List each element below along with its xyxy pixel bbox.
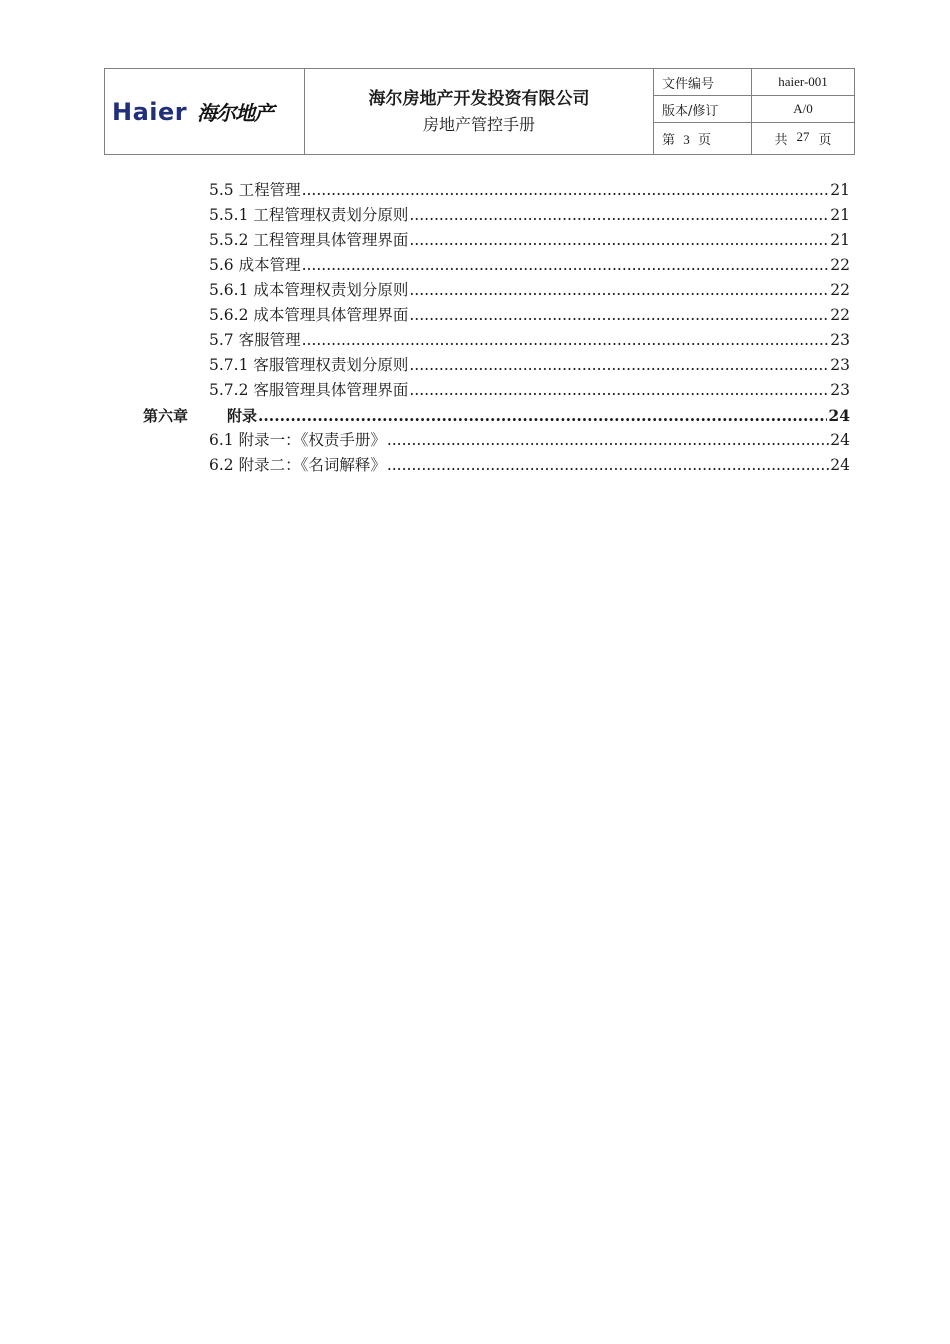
toc-entry[interactable] — [209, 453, 850, 478]
version-label: 版本/修订 — [654, 96, 752, 123]
toc-leader-dots — [387, 453, 829, 478]
toc-entry-page: 23 — [830, 331, 850, 349]
toc-entry-label: 5.6 成本管理 — [209, 256, 301, 274]
toc-entry[interactable] — [209, 328, 850, 353]
toc-entry-page: 21 — [830, 231, 850, 249]
toc-entry-page: 21 — [830, 181, 850, 199]
total-prefix: 共 — [774, 133, 788, 148]
page-current: 3 — [683, 132, 690, 147]
logo-chinese-text: 海尔地产 — [197, 101, 274, 125]
toc-leader-dots — [409, 378, 829, 403]
toc-chapter-entry[interactable] — [143, 403, 850, 428]
toc-chapter-number: 第六章 — [143, 407, 189, 425]
toc-entry-page: 24 — [828, 406, 850, 425]
toc-entry-page: 22 — [830, 306, 850, 324]
doc-number-value: haier-001 — [752, 69, 855, 96]
toc-entry-page: 23 — [830, 356, 850, 374]
toc-entry-page: 23 — [830, 381, 850, 399]
toc-leader-dots — [409, 353, 829, 378]
toc-entry[interactable] — [209, 253, 850, 278]
toc-entry[interactable] — [209, 378, 850, 403]
toc-entry-page: 24 — [830, 456, 850, 474]
haier-logo — [105, 69, 304, 154]
page-number-cell — [654, 123, 752, 155]
toc-leader-dots — [409, 228, 829, 253]
toc-entry-page: 22 — [830, 256, 850, 274]
toc-entry[interactable] — [209, 203, 850, 228]
document-title: 房地产管控手册 — [422, 114, 535, 134]
toc-entry-label: 5.5.2 工程管理具体管理界面 — [209, 231, 409, 249]
toc-leader-dots — [409, 303, 829, 328]
document-header — [104, 68, 855, 155]
toc-entry-page: 22 — [830, 281, 850, 299]
logo-cell — [105, 69, 305, 155]
toc-entry[interactable] — [209, 428, 850, 453]
toc-entry[interactable] — [209, 353, 850, 378]
toc-leader-dots — [302, 328, 830, 353]
toc-entry[interactable] — [209, 278, 850, 303]
toc-entry[interactable] — [209, 178, 850, 203]
total-pages: 27 — [796, 129, 810, 144]
toc-entry-label: 5.6.2 成本管理具体管理界面 — [209, 306, 409, 324]
toc-entry-label: 5.5 工程管理 — [209, 181, 301, 199]
toc-entry-label: 6.1 附录一：《权责手册》 — [209, 431, 386, 449]
version-value: A/0 — [752, 96, 855, 123]
toc-entry[interactable] — [209, 228, 850, 253]
toc-leader-dots — [387, 428, 829, 453]
doc-number-label: 文件编号 — [654, 69, 752, 96]
toc-entry-label: 5.7.2 客服管理具体管理界面 — [209, 381, 409, 399]
toc-leader-dots — [409, 278, 829, 303]
toc-entry-page: 21 — [830, 206, 850, 224]
toc-entry-label: 5.7.1 客服管理权责划分原则 — [209, 356, 409, 374]
toc-entry[interactable] — [209, 303, 850, 328]
toc-chapter-title: 附录 — [227, 407, 258, 425]
toc-entry-label: 6.2 附录二：《名词解释》 — [209, 456, 386, 474]
page-prefix: 第 — [662, 133, 676, 148]
toc-leader-dots — [258, 403, 827, 428]
total-suffix: 页 — [818, 133, 832, 148]
toc-entry-label: 5.5.1 工程管理权责划分原则 — [209, 206, 409, 224]
company-name: 海尔房地产开发投资有限公司 — [368, 88, 590, 109]
page-suffix: 页 — [698, 133, 712, 148]
toc-entry-page: 24 — [830, 431, 850, 449]
toc-leader-dots — [302, 253, 830, 278]
title-cell — [305, 69, 654, 155]
toc-entry-label: 5.6.1 成本管理权责划分原则 — [209, 281, 409, 299]
toc-entry-label: 5.7 客服管理 — [209, 331, 301, 349]
toc-leader-dots — [302, 178, 830, 203]
toc-leader-dots — [409, 203, 829, 228]
total-pages-cell — [752, 123, 855, 155]
logo-latin-text: Haier — [112, 97, 188, 126]
